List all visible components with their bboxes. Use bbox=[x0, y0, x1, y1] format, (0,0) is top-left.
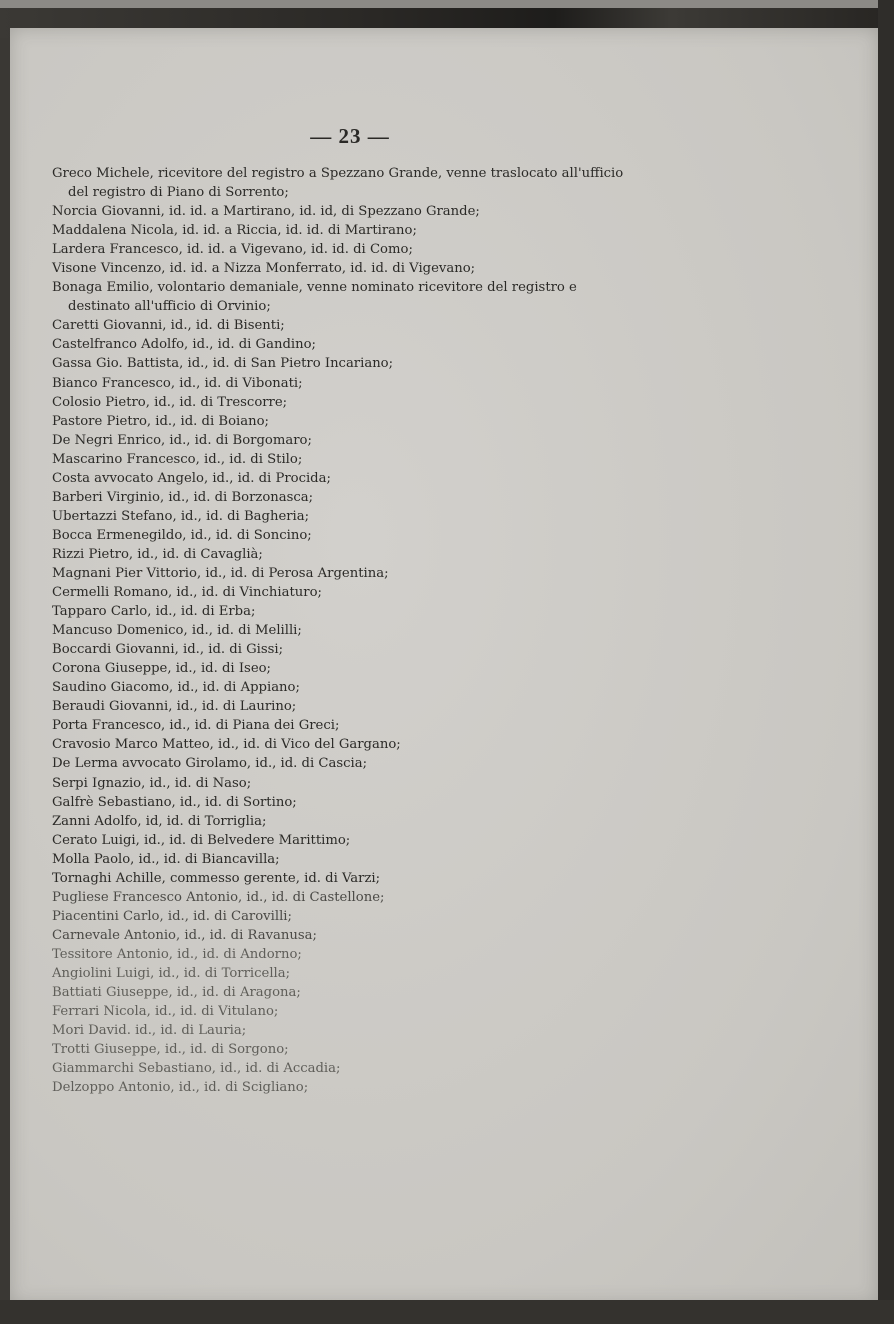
list-item: Delzoppo Antonio, id., id. di Scigliano; bbox=[52, 1080, 309, 1096]
list-item: Piacentini Carlo, id., id. di Carovilli; bbox=[52, 908, 292, 924]
list-item: Bianco Francesco, id., id. di Vibonati; bbox=[52, 375, 303, 391]
list-item: Magnani Pier Vittorio, id., id. di Perosa Argentina; bbox=[52, 565, 389, 581]
list-item: Colosio Pietro, id., id. di Trescorre; bbox=[52, 394, 288, 410]
page-number: — 23 — bbox=[310, 124, 390, 148]
scan-bottom-edge bbox=[0, 1300, 894, 1324]
list-item: Lardera Francesco, id. id. a Vigevano, id. id. di Como; bbox=[52, 242, 413, 258]
list-item: Ubertazzi Stefano, id., id. di Bagheria; bbox=[52, 508, 310, 524]
list-item: Saudino Giacomo, id., id. di Appiano; bbox=[52, 680, 300, 696]
list-item: Mascarino Francesco, id., id. di Stilo; bbox=[52, 451, 303, 467]
list-item: Barberi Virginio, id., id. di Borzonasca; bbox=[52, 489, 314, 505]
list-item: Mancuso Domenico, id., id. di Melilli; bbox=[52, 623, 302, 639]
scan-right-edge bbox=[878, 0, 894, 1324]
list-item: Cerato Luigi, id., id. di Belvedere Marittimo; bbox=[52, 832, 351, 848]
list-item: Tornaghi Achille, commesso gerente, id. di Varzi; bbox=[52, 870, 381, 886]
list-item: Porta Francesco, id., id. di Piana dei Greci; bbox=[52, 718, 340, 734]
list-item: Pastore Pietro, id., id. di Boiano; bbox=[52, 413, 269, 429]
list-item: De Lerma avvocato Girolamo, id., id. di Cascia; bbox=[52, 756, 368, 772]
appointment-list bbox=[52, 164, 642, 1097]
list-item: Cravosio Marco Matteo, id., id. di Vico del Gargano; bbox=[52, 737, 401, 753]
list-item: Beraudi Giovanni, id., id. di Laurino; bbox=[52, 699, 297, 715]
list-item: Molla Paolo, id., id. di Biancavilla; bbox=[52, 851, 280, 867]
list-item: Bocca Ermenegildo, id., id. di Soncino; bbox=[52, 527, 312, 543]
list-item: Tapparo Carlo, id., id. di Erba; bbox=[52, 604, 256, 620]
list-item: Visone Vincenzo, id. id. a Nizza Monferrato, id. id. di Vigevano; bbox=[52, 261, 476, 277]
list-item: Zanni Adolfo, id, id. di Torriglia; bbox=[52, 813, 267, 829]
list-item: Caretti Giovanni, id., id. di Bisenti; bbox=[52, 318, 285, 334]
list-item: Carnevale Antonio, id., id. di Ravanusa; bbox=[52, 927, 317, 943]
list-item: Battiati Giuseppe, id., id. di Aragona; bbox=[52, 985, 301, 1001]
list-item: De Negri Enrico, id., id. di Borgomaro; bbox=[52, 432, 312, 448]
list-item: Tessitore Antonio, id., id. di Andorno; bbox=[52, 946, 302, 962]
list-item: Pugliese Francesco Antonio, id., id. di Castellone; bbox=[52, 889, 385, 905]
list-item: Gassa Gio. Battista, id., id. di San Pietro Incariano; bbox=[52, 356, 394, 372]
list-item: Mori David. id., id. di Lauria; bbox=[52, 1023, 247, 1039]
list-item: Giammarchi Sebastiano, id., id. di Accadia; bbox=[52, 1061, 341, 1077]
list-item: Boccardi Giovanni, id., id. di Gissi; bbox=[52, 642, 284, 658]
list-item: Norcia Giovanni, id. id. a Martirano, id. id, di Spezzano Grande; bbox=[52, 204, 480, 220]
list-item: Greco Michele, ricevitore del registro a Spezzano Grande, venne traslocato all'ufficio del registro di Piano di Sorrento; bbox=[52, 166, 624, 201]
list-item: Trotti Giuseppe, id., id. di Sorgono; bbox=[52, 1042, 289, 1058]
list-item: Ferrari Nicola, id., id. di Vitulano; bbox=[52, 1004, 279, 1020]
list-item: Castelfranco Adolfo, id., id. di Gandino; bbox=[52, 337, 316, 353]
list-item: Costa avvocato Angelo, id., id. di Procida; bbox=[52, 470, 331, 486]
list-item: Angiolini Luigi, id., id. di Torricella; bbox=[52, 965, 291, 981]
list-item: Galfrè Sebastiano, id., id. di Sortino; bbox=[52, 794, 297, 810]
list-item: Bonaga Emilio, volontario demaniale, venne nominato ricevitore del registro e destinato all'ufficio di Orvinio; bbox=[52, 280, 577, 315]
list-item: Maddalena Nicola, id. id. a Riccia, id. id. di Martirano; bbox=[52, 223, 417, 239]
list-item: Rizzi Pietro, id., id. di Cavaglià; bbox=[52, 546, 263, 562]
list-item: Serpi Ignazio, id., id. di Naso; bbox=[52, 775, 252, 791]
list-item: Corona Giuseppe, id., id. di Iseo; bbox=[52, 661, 272, 677]
list-item: Cermelli Romano, id., id. di Vinchiaturo; bbox=[52, 585, 322, 601]
